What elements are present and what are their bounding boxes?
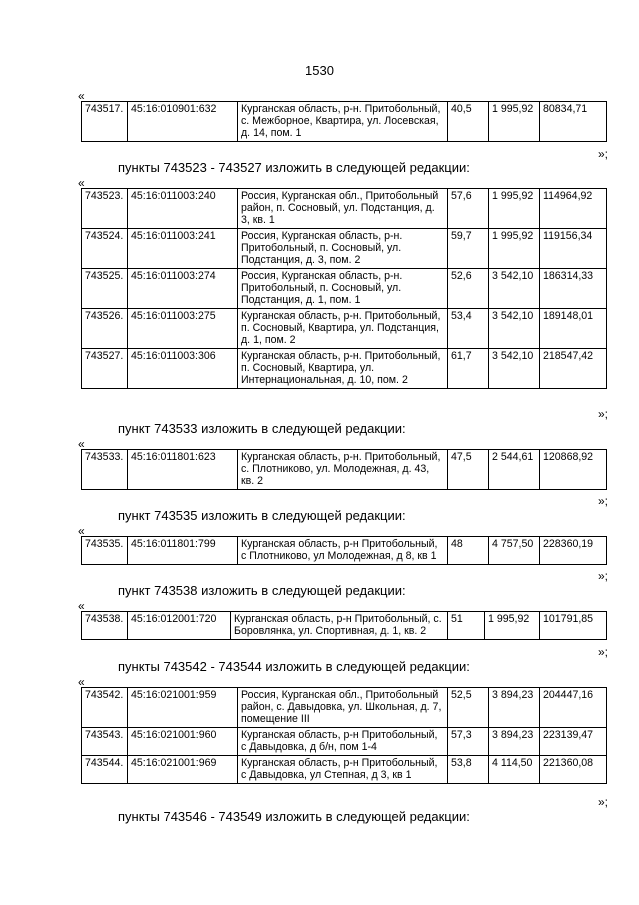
register-table [81, 687, 607, 784]
row-number: 743542. [82, 688, 128, 728]
total-value: 119156,34 [540, 229, 607, 269]
unit-price: 1 995,92 [489, 102, 540, 142]
total-value: 223139,47 [540, 728, 607, 756]
cadastral-number: 45:16:021001:969 [128, 756, 238, 784]
unit-price: 1 995,92 [485, 612, 540, 640]
area: 59,7 [448, 229, 489, 269]
cadastral-number: 45:16:010901:632 [128, 102, 238, 142]
unit-price: 4 757,50 [489, 537, 540, 565]
section-heading: пункт 743535 изложить в следующей редакции: [118, 508, 406, 523]
row-number: 743544. [82, 756, 128, 784]
cadastral-number: 45:16:011003:240 [128, 189, 238, 229]
total-value: 218547,42 [540, 349, 607, 389]
cadastral-number: 45:16:011003:241 [128, 229, 238, 269]
cadastral-number: 45:16:021001:960 [128, 728, 238, 756]
section-heading: пункт 743538 изложить в следующей редакции: [118, 583, 406, 598]
address: Курганская область, р-н Притобольный, с Давыдовка, д б/н, пом 1-4 [238, 728, 448, 756]
unit-price: 1 995,92 [489, 189, 540, 229]
address: Курганская область, р-н Притобольный, с Давыдовка, ул Степная, д 3, кв 1 [238, 756, 448, 784]
table-row [82, 612, 607, 640]
area: 53,4 [448, 309, 489, 349]
unit-price: 3 542,10 [489, 349, 540, 389]
section-heading: пункты 743542 - 743544 изложить в следующей редакции: [118, 659, 470, 674]
register-table [81, 449, 607, 490]
address: Курганская область, р-н. Притобольный, п. Сосновый, Квартира, ул. Подстанция, д. 1, пом. 2 [238, 309, 448, 349]
total-value: 221360,08 [540, 756, 607, 784]
row-number: 743533. [82, 450, 128, 490]
quote-open: « [78, 599, 85, 613]
quote-open: « [78, 675, 85, 689]
total-value: 228360,19 [540, 537, 607, 565]
row-number: 743526. [82, 309, 128, 349]
total-value: 186314,33 [540, 269, 607, 309]
unit-price: 3 894,23 [489, 728, 540, 756]
quote-close: »; [598, 645, 609, 659]
unit-price: 3 542,10 [489, 269, 540, 309]
quote-close: »; [598, 795, 609, 809]
section-heading: пункты 743546 - 743549 изложить в следующей редакции: [118, 809, 470, 824]
table-row [82, 537, 607, 565]
address: Курганская область, р-н Притобольный, с. Боровлянка, ул. Спортивная, д. 1, кв. 2 [231, 612, 448, 640]
quote-close: »; [598, 569, 609, 583]
area: 57,6 [448, 189, 489, 229]
quote-open: « [78, 524, 85, 538]
table-row [82, 229, 607, 269]
row-number: 743535. [82, 537, 128, 565]
quote-close: »; [598, 407, 609, 421]
area: 53,8 [448, 756, 489, 784]
address: Курганская область, р-н. Притобольный, с. Плотниково, ул. Молодежная, д. 43, кв. 2 [238, 450, 448, 490]
table-row [82, 450, 607, 490]
table-row [82, 688, 607, 728]
area: 40,5 [448, 102, 489, 142]
register-table [81, 101, 607, 142]
unit-price: 3 894,23 [489, 688, 540, 728]
cadastral-number: 45:16:011003:274 [128, 269, 238, 309]
quote-open: « [78, 89, 85, 103]
cadastral-number: 45:16:011003:275 [128, 309, 238, 349]
total-value: 101791,85 [540, 612, 607, 640]
page-number: 1530 [305, 63, 334, 78]
address: Курганская область, р-н Притобольный, с Плотниково, ул Молодежная, д 8, кв 1 [238, 537, 448, 565]
unit-price: 2 544,61 [489, 450, 540, 490]
table-row [82, 756, 607, 784]
row-number: 743543. [82, 728, 128, 756]
area: 48 [448, 537, 489, 565]
address: Россия, Курганская область, р-н. Притобольный, п. Сосновый, ул. Подстанция, д. 3, пом. 2 [238, 229, 448, 269]
cadastral-number: 45:16:012001:720 [128, 612, 231, 640]
quote-close: »; [598, 147, 609, 161]
cadastral-number: 45:16:011801:799 [128, 537, 238, 565]
cadastral-number: 45:16:011003:306 [128, 349, 238, 389]
quote-close: »; [598, 494, 609, 508]
table-row [82, 728, 607, 756]
address: Россия, Курганская область, р-н. Притобольный, п. Сосновый, ул. Подстанция, д. 1, пом. 1 [238, 269, 448, 309]
total-value: 120868,92 [540, 450, 607, 490]
register-table [81, 611, 607, 640]
address: Курганская область, р-н. Притобольный, п. Сосновый, Квартира, ул. Интернациональная, д. 10, пом. 2 [238, 349, 448, 389]
quote-open: « [78, 437, 85, 451]
area: 51 [448, 612, 485, 640]
cadastral-number: 45:16:011801:623 [128, 450, 238, 490]
unit-price: 3 542,10 [489, 309, 540, 349]
total-value: 204447,16 [540, 688, 607, 728]
table-row [82, 102, 607, 142]
unit-price: 1 995,92 [489, 229, 540, 269]
row-number: 743538. [82, 612, 128, 640]
quote-open: « [78, 176, 85, 190]
address: Россия, Курганская обл., Притобольный район, п. Сосновый, ул. Подстанция, д. 3, кв. 1 [238, 189, 448, 229]
total-value: 189148,01 [540, 309, 607, 349]
row-number: 743527. [82, 349, 128, 389]
table-row [82, 269, 607, 309]
row-number: 743525. [82, 269, 128, 309]
area: 47,5 [448, 450, 489, 490]
area: 57,3 [448, 728, 489, 756]
total-value: 80834,71 [540, 102, 607, 142]
table-row [82, 309, 607, 349]
table-row [82, 189, 607, 229]
section-heading: пункт 743533 изложить в следующей редакции: [118, 421, 406, 436]
area: 52,5 [448, 688, 489, 728]
row-number: 743523. [82, 189, 128, 229]
address: Курганская область, р-н. Притобольный, с. Межборное, Квартира, ул. Лосевская, д. 14, пом. 1 [238, 102, 448, 142]
area: 61,7 [448, 349, 489, 389]
row-number: 743517. [82, 102, 128, 142]
row-number: 743524. [82, 229, 128, 269]
table-row [82, 349, 607, 389]
unit-price: 4 114,50 [489, 756, 540, 784]
cadastral-number: 45:16:021001:959 [128, 688, 238, 728]
total-value: 114964,92 [540, 189, 607, 229]
area: 52,6 [448, 269, 489, 309]
address: Россия, Курганская обл., Притобольный район, с. Давыдовка, ул. Школьная, д. 7, помещение III [238, 688, 448, 728]
register-table [81, 188, 607, 389]
section-heading: пункты 743523 - 743527 изложить в следующей редакции: [118, 160, 470, 175]
register-table [81, 536, 607, 565]
